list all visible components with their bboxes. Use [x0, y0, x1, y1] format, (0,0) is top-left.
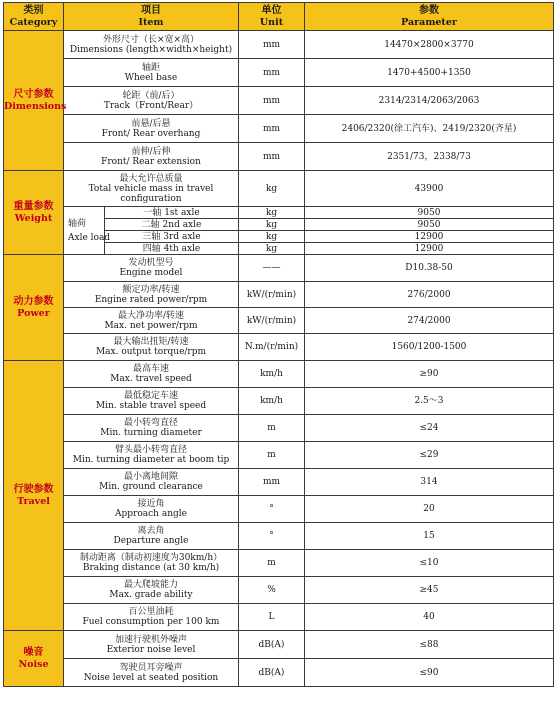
value-cell: ≤10	[305, 550, 554, 577]
table-row	[4, 415, 554, 442]
item-cell: 最大净功率/转速 Max. net power/rpm	[64, 308, 239, 334]
value-cell: ≤90	[305, 659, 554, 687]
unit-cell: mm	[239, 469, 305, 496]
value-cell: 276/2000	[305, 282, 554, 308]
table-row	[4, 442, 554, 469]
unit-cell: mm	[239, 143, 305, 171]
category-power: 动力参数 Power	[4, 255, 64, 361]
unit-cell: m	[239, 442, 305, 469]
table-row	[4, 469, 554, 496]
value-cell: 15	[305, 523, 554, 550]
value-cell: 2314/2314/2063/2063	[305, 87, 554, 115]
table-row	[4, 308, 554, 334]
table-row	[4, 496, 554, 523]
table-row	[4, 550, 554, 577]
item-cell: 百公里油耗 Fuel consumption per 100 km	[64, 604, 239, 631]
value-cell: D10.38-50	[305, 255, 554, 282]
category-travel: 行驶参数 Travel	[4, 361, 64, 631]
table-row	[4, 631, 554, 659]
item-cell: 发动机型号 Engine model	[64, 255, 239, 282]
value-cell: 40	[305, 604, 554, 631]
value-cell: ≤24	[305, 415, 554, 442]
table-row	[4, 361, 554, 388]
table-row	[4, 523, 554, 550]
axle-load-label: 轴荷 Axle load	[64, 207, 105, 255]
value-cell: 1470+4500+1350	[305, 59, 554, 87]
unit-cell: km/h	[239, 361, 305, 388]
unit-cell: ——	[239, 255, 305, 282]
table-row	[4, 207, 554, 219]
table-row	[4, 334, 554, 361]
unit-cell: kg	[239, 207, 305, 219]
value-cell: 43900	[305, 171, 554, 207]
item-cell: 轮距（前/后） Track（Front/Rear）	[64, 87, 239, 115]
value-cell: ≥45	[305, 577, 554, 604]
table-row	[4, 87, 554, 115]
category-weight: 重量参数 Weight	[4, 171, 64, 255]
unit-cell: dB(A)	[239, 631, 305, 659]
spec-table	[3, 2, 554, 687]
value-cell: 314	[305, 469, 554, 496]
value-cell: 1560/1200-1500	[305, 334, 554, 361]
unit-cell: L	[239, 604, 305, 631]
value-cell: 2.5～3	[305, 388, 554, 415]
item-cell: 轴距 Wheel base	[64, 59, 239, 87]
unit-cell: mm	[239, 115, 305, 143]
item-cell: 最大允许总质量 Total vehicle mass in travel configuration	[64, 171, 239, 207]
value-cell: 12900	[305, 243, 554, 255]
unit-cell: km/h	[239, 388, 305, 415]
table-row	[4, 255, 554, 282]
table-row	[4, 143, 554, 171]
table-row	[4, 171, 554, 207]
unit-cell: mm	[239, 87, 305, 115]
item-cell: 额定功率/转速 Engine rated power/rpm	[64, 282, 239, 308]
item-cell: 前伸/后伸 Front/ Rear extension	[64, 143, 239, 171]
value-cell: ≥90	[305, 361, 554, 388]
value-cell: 12900	[305, 231, 554, 243]
table-row	[4, 577, 554, 604]
value-cell: ≤29	[305, 442, 554, 469]
value-cell: 2406/2320(徐工汽车)、2419/2320(齐星)	[305, 115, 554, 143]
unit-cell: m	[239, 415, 305, 442]
item-cell: 驾驶员耳旁噪声 Noise level at seated position	[64, 659, 239, 687]
unit-cell: kg	[239, 219, 305, 231]
header-row	[4, 3, 554, 31]
unit-cell: kW/(r/min)	[239, 308, 305, 334]
axle-item: 三轴 3rd axle	[105, 231, 239, 243]
category-noise: 噪音 Noise	[4, 631, 64, 687]
item-cell: 接近角 Approach angle	[64, 496, 239, 523]
table-row	[4, 59, 554, 87]
item-cell: 离去角 Departure angle	[64, 523, 239, 550]
item-cell: 制动距离（制动初速度为30km/h） Braking distance (at 30 km/h)	[64, 550, 239, 577]
table-row	[4, 115, 554, 143]
unit-cell: %	[239, 577, 305, 604]
category-dimensions: 尺寸参数 Dimensions	[4, 31, 64, 171]
unit-cell: kg	[239, 171, 305, 207]
unit-cell: mm	[239, 31, 305, 59]
unit-cell: mm	[239, 59, 305, 87]
axle-item: 一轴 1st axle	[105, 207, 239, 219]
item-cell: 臂头最小转弯直径 Min. turning diameter at boom tip	[64, 442, 239, 469]
table-row	[4, 31, 554, 59]
value-cell: 14470×2800×3770	[305, 31, 554, 59]
table-row	[4, 659, 554, 687]
unit-cell: dB(A)	[239, 659, 305, 687]
value-cell: ≤88	[305, 631, 554, 659]
unit-cell: kW/(r/min)	[239, 282, 305, 308]
item-cell: 外形尺寸（长×宽×高） Dimensions (length×width×height)	[64, 31, 239, 59]
header-item: 项目 Item	[64, 3, 239, 31]
unit-cell: °	[239, 496, 305, 523]
value-cell: 20	[305, 496, 554, 523]
item-cell: 最大爬坡能力 Max. grade ability	[64, 577, 239, 604]
axle-item: 四轴 4th axle	[105, 243, 239, 255]
table-row	[4, 282, 554, 308]
value-cell: 9050	[305, 207, 554, 219]
item-cell: 最高车速 Max. travel speed	[64, 361, 239, 388]
unit-cell: kg	[239, 243, 305, 255]
header-category: 类别 Category	[4, 3, 64, 31]
unit-cell: N.m/(r/min)	[239, 334, 305, 361]
table-row	[4, 388, 554, 415]
header-parameter: 参数 Parameter	[305, 3, 554, 31]
value-cell: 9050	[305, 219, 554, 231]
header-unit: 单位 Unit	[239, 3, 305, 31]
value-cell: 274/2000	[305, 308, 554, 334]
unit-cell: kg	[239, 231, 305, 243]
axle-item: 二轴 2nd axle	[105, 219, 239, 231]
value-cell: 2351/73，2338/73	[305, 143, 554, 171]
item-cell: 最小转弯直径 Min. turning diameter	[64, 415, 239, 442]
item-cell: 前悬/后悬 Front/ Rear overhang	[64, 115, 239, 143]
unit-cell: °	[239, 523, 305, 550]
item-cell: 最小离地间隙 Min. ground clearance	[64, 469, 239, 496]
unit-cell: m	[239, 550, 305, 577]
item-cell: 加速行驶机外噪声 Exterior noise level	[64, 631, 239, 659]
item-cell: 最大输出扭矩/转速 Max. output torque/rpm	[64, 334, 239, 361]
item-cell: 最低稳定车速 Min. stable travel speed	[64, 388, 239, 415]
table-row	[4, 604, 554, 631]
